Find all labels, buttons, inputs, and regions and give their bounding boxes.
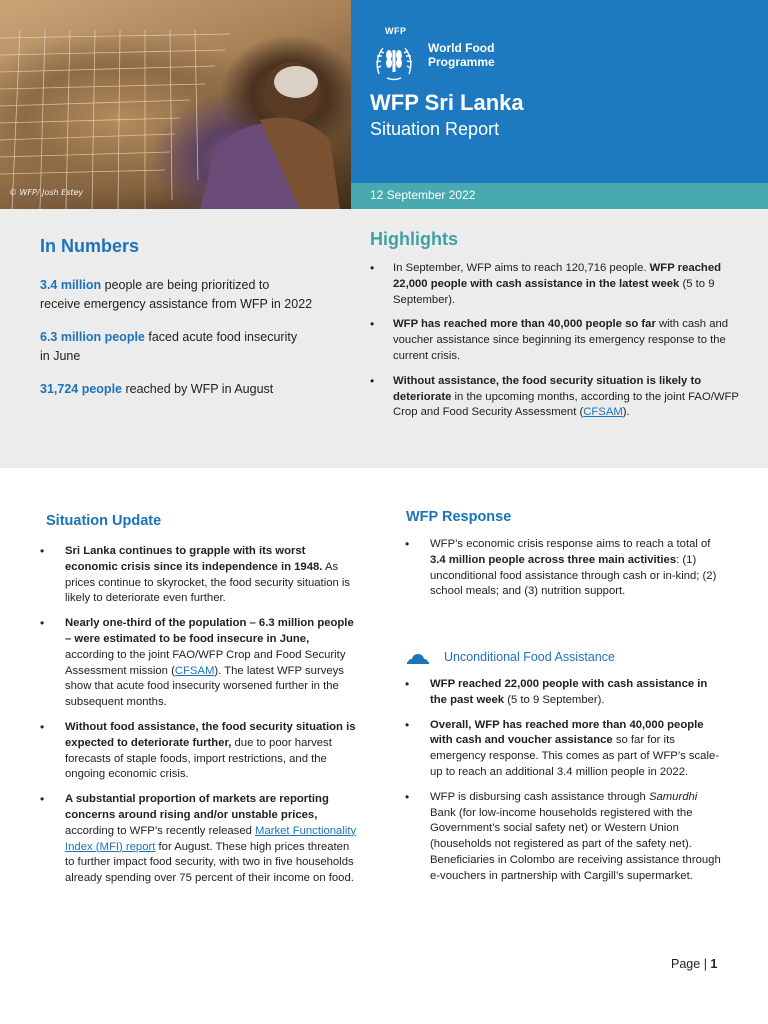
cfsam-link[interactable]: CFSAM [174,664,215,677]
highlights-list [370,261,748,430]
list-item: • Without food assistance, the food security situation is expected to deteriorate further, due to poor harvest forecasts of staple foods, import restrictions, and the ongoing economic crisis. [40,720,360,783]
list-item: • Overall, WFP has reached more than 40,000 people with cash and voucher assistance so far for its emergency response. This comes as part of WFP’s scale-up to reach an additional 3.4 million people in 2022. [405,718,723,781]
cfsam-link[interactable]: CFSAM [583,406,623,419]
wfp-logo [371,26,511,86]
report-subtitle: Situation Report [370,119,500,139]
logo-abbreviation: WFP [385,26,407,36]
highlights-title: Highlights [370,229,458,249]
wfp-response-intro [405,537,723,609]
cloud-icon [406,650,430,666]
title-panel [351,0,768,183]
logo-name: World Food Programme [428,41,495,69]
list-item: • Nearly one-third of the population – 6.3 million people – were estimated to be food insecure in June, according to the joint FAO/WFP Crop and Food Security Assessment mission (CFSAM). The latest WFP surveys show that acute food insecurity worsened further in the subsequent months. [40,616,360,711]
report-date: 12 September 2022 [351,183,768,209]
list-item: • WFP has reached more than 40,000 people so far with cash and voucher assistance since beginning its emergency response to the current crisis. [370,317,748,364]
situation-update-list [40,544,360,896]
situation-update-title: Situation Update [46,513,162,529]
unconditional-food-assistance-list [405,677,723,894]
in-numbers-title: In Numbers [40,236,140,256]
wfp-response-title: WFP Response [406,509,512,525]
photo-credit: © WFP/ Josh Estey [9,188,84,197]
fishing-net-graphic [0,0,351,209]
list-item: • A substantial proportion of markets are reporting concerns around rising and/or unstable prices, according to WFP’s recently released Market Functionality Index (MFI) report for August. These high prices threaten to further impact food security, with two in five households already spending over 75 percent of their income on food. [40,792,360,887]
list-item: • Sri Lanka continues to grapple with its worst economic crisis since its independence in 1948. As prices continue to skyrocket, the food security situation is likely to deteriorate even further. [40,544,360,607]
number-item: 31,724 people reached by WFP in August [40,382,274,396]
list-item: • WFP is disbursing cash assistance through Samurdhi Bank (for low-income households registered with the Government’s social safety net) or Western Union (households not registered as part of the safety net). Beneficiaries in Colombo are receiving assistance through e-vouchers in partnership with Cargill’s supermarket. [405,790,723,885]
list-item: • In September, WFP aims to reach 120,716 people. WFP reached 22,000 people with cash assistance in the latest week (5 to 9 September). [370,261,748,308]
subsection-label: Unconditional Food Assistance [444,650,615,664]
number-figure: 3.4 million [40,278,102,292]
number-figure: 6.3 million people [40,330,145,344]
page-number: Page | 1 [671,957,718,971]
list-item: • WFP’s economic crisis response aims to reach a total of 3.4 million people across three main activities: (1) unconditional food assistance through cash or in-kind; (2) school meals; and (3) nutrition support. [405,537,723,600]
un-wreath-icon [371,38,417,84]
mfi-report-link[interactable]: Market Functionality Index (MFI) report [65,824,357,853]
list-item: • WFP reached 22,000 people with cash assistance in the past week (5 to 9 September). [405,677,723,709]
report-title: WFP Sri Lanka [370,90,524,115]
number-item: 3.4 million people are being prioritized to receive emergency assistance from WFP in 2022 [40,278,313,311]
cover-photo [0,0,351,209]
number-item: 6.3 million people faced acute food insecurity in June [40,330,298,363]
list-item: • Without assistance, the food security situation is likely to deteriorate in the upcoming months, according to the joint FAO/WFP Crop and Food Security Assessment (CFSAM). [370,374,748,421]
number-figure: 31,724 people [40,382,122,396]
